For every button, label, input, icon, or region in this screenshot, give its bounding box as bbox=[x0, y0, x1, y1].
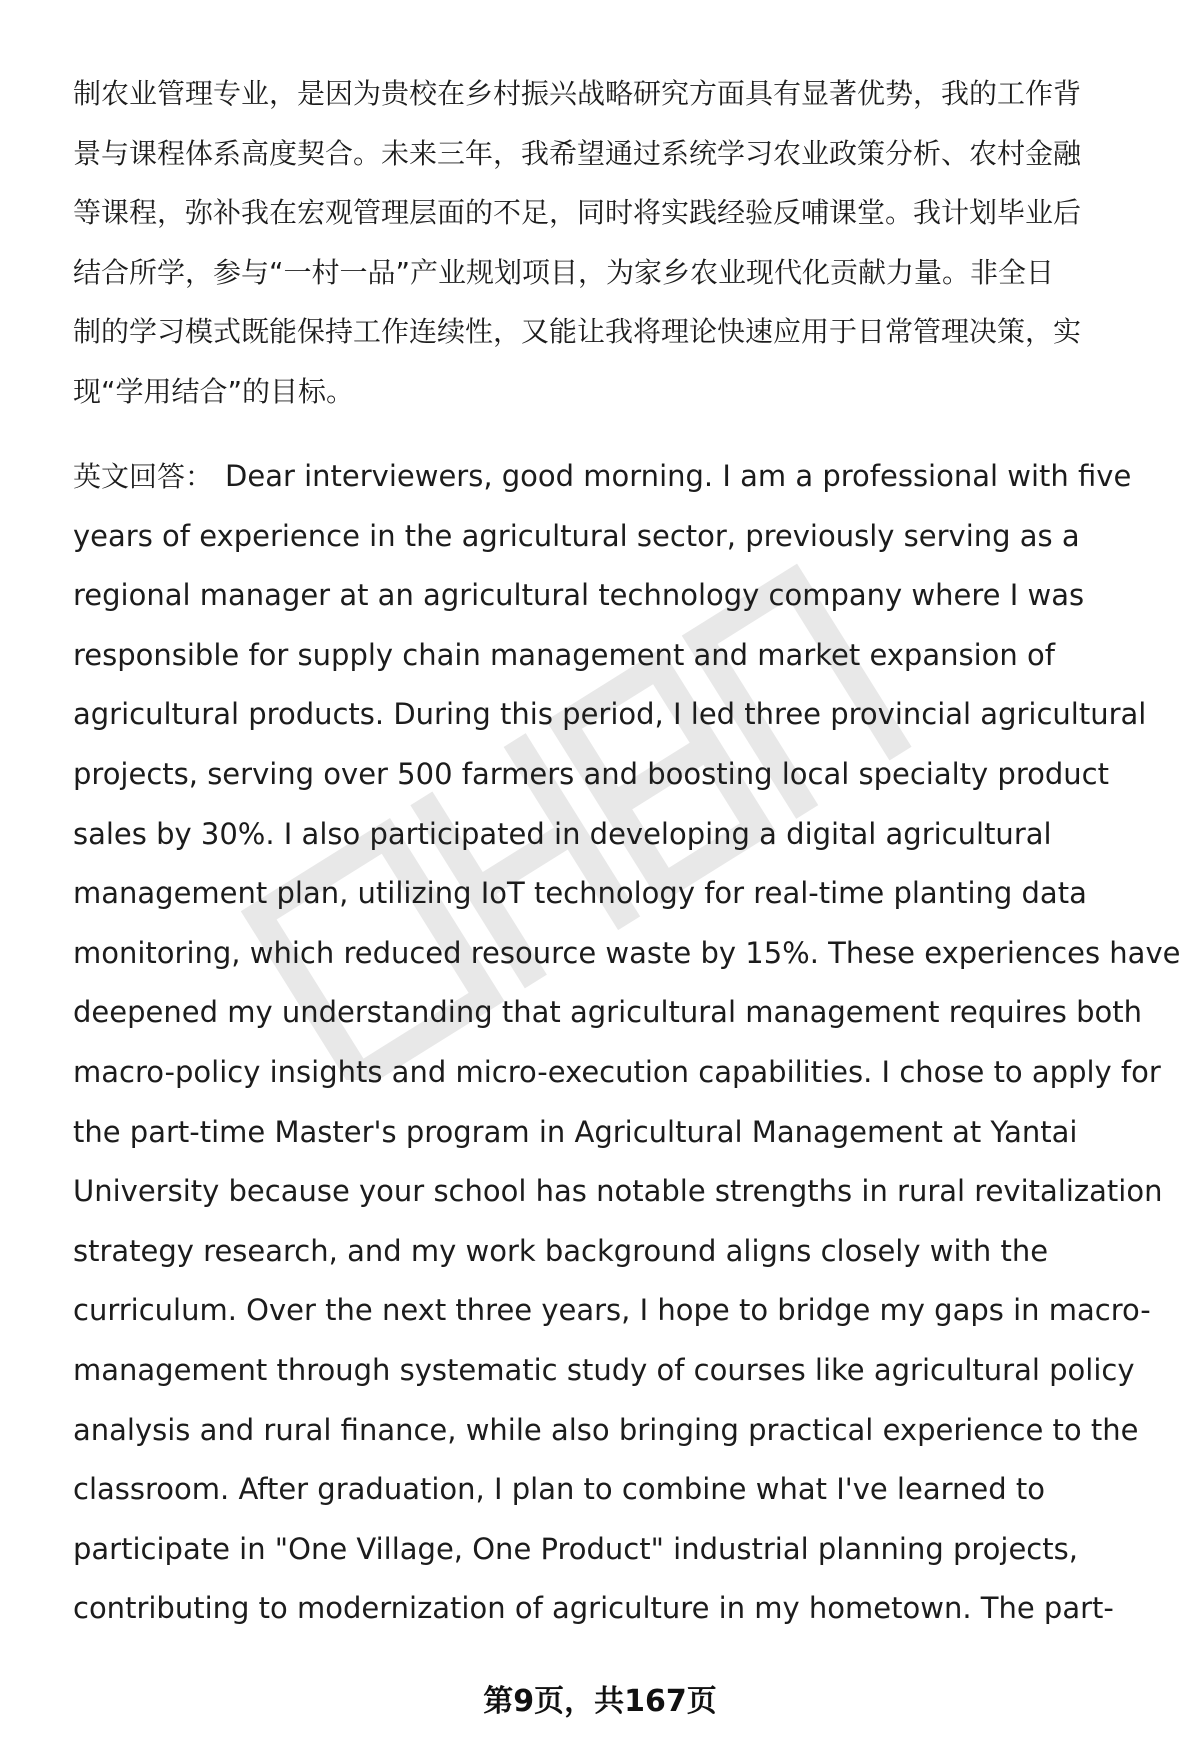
chinese-answer-line: 制农业管理专业，是因为贵校在乡村振兴战略研究方面具有显著优势，我的工作背 bbox=[73, 77, 1082, 110]
chinese-answer-paragraph bbox=[73, 64, 1153, 421]
chinese-answer-line: 结合所学，参与“一村一品”产业规划项目，为家乡农业现代化贡献力量。非全日 bbox=[73, 255, 1055, 289]
english-answer-line: the part-time Master's program in Agricultural Management at Yantai bbox=[73, 1114, 1078, 1149]
chinese-answer-line: 制的学习模式既能保持工作连续性，又能让我将理论快速应用于日常管理决策，实 bbox=[73, 315, 1082, 348]
english-answer-line: strategy research, and my work background aligns closely with the bbox=[73, 1233, 1049, 1268]
english-answer-line: contributing to modernization of agriculture in my hometown. The part- bbox=[73, 1591, 1114, 1626]
english-answer-line: macro-policy insights and micro-execution capabilities. I chose to apply for bbox=[73, 1054, 1161, 1089]
english-answer-line: agricultural products. During this period, I led three provincial agricultural bbox=[73, 697, 1147, 732]
english-answer-line-first bbox=[73, 447, 1153, 507]
english-answer-line: projects, serving over 500 farmers and boosting local specialty product bbox=[73, 756, 1109, 791]
english-answer-line: regional manager at an agricultural technology company where I was bbox=[73, 578, 1085, 613]
english-answer-line: responsible for supply chain management and market expansion of bbox=[73, 637, 1055, 672]
chinese-answer-line: 现“学用结合”的目标。 bbox=[73, 374, 355, 408]
english-answer-line: monitoring, which reduced resource waste by 15%. These experiences have bbox=[73, 935, 1181, 970]
english-answer-label: 英文回答： bbox=[73, 460, 214, 493]
english-answer-line: University because your school has notable strengths in rural revitalization bbox=[73, 1174, 1163, 1209]
english-answer-line: years of experience in the agricultural sector, previously serving as a bbox=[73, 518, 1080, 553]
english-answer-line: management plan, utilizing IoT technology for real-time planting data bbox=[73, 876, 1087, 911]
chinese-answer-line: 景与课程体系高度契合。未来三年，我希望通过系统学习农业政策分析、农村金融 bbox=[73, 136, 1082, 170]
english-answer-line: sales by 30%. I also participated in developing a digital agricultural bbox=[73, 816, 1052, 851]
english-answer-line: management through systematic study of courses like agricultural policy bbox=[73, 1352, 1135, 1387]
page-number-footer: 第9页，共167页 bbox=[483, 1684, 717, 1719]
english-answer-line: participate in "One Village, One Product" industrial planning projects, bbox=[73, 1531, 1078, 1566]
english-answer-line: classroom. After graduation, I plan to combine what I've learned to bbox=[73, 1472, 1045, 1507]
chinese-answer-line: 等课程，弥补我在宏观管理层面的不足，同时将实践经验反哺课堂。我计划毕业后 bbox=[73, 196, 1082, 229]
english-answer-line: deepened my understanding that agricultural management requires both bbox=[73, 995, 1143, 1030]
english-answer-line-text: Dear interviewers, good morning. I am a professional with five bbox=[225, 459, 1132, 493]
english-answer-paragraph bbox=[73, 447, 1181, 1639]
english-answer-line: curriculum. Over the next three years, I hope to bridge my gaps in macro- bbox=[73, 1293, 1151, 1328]
english-answer-line: analysis and rural finance, while also bringing practical experience to the bbox=[73, 1412, 1139, 1447]
